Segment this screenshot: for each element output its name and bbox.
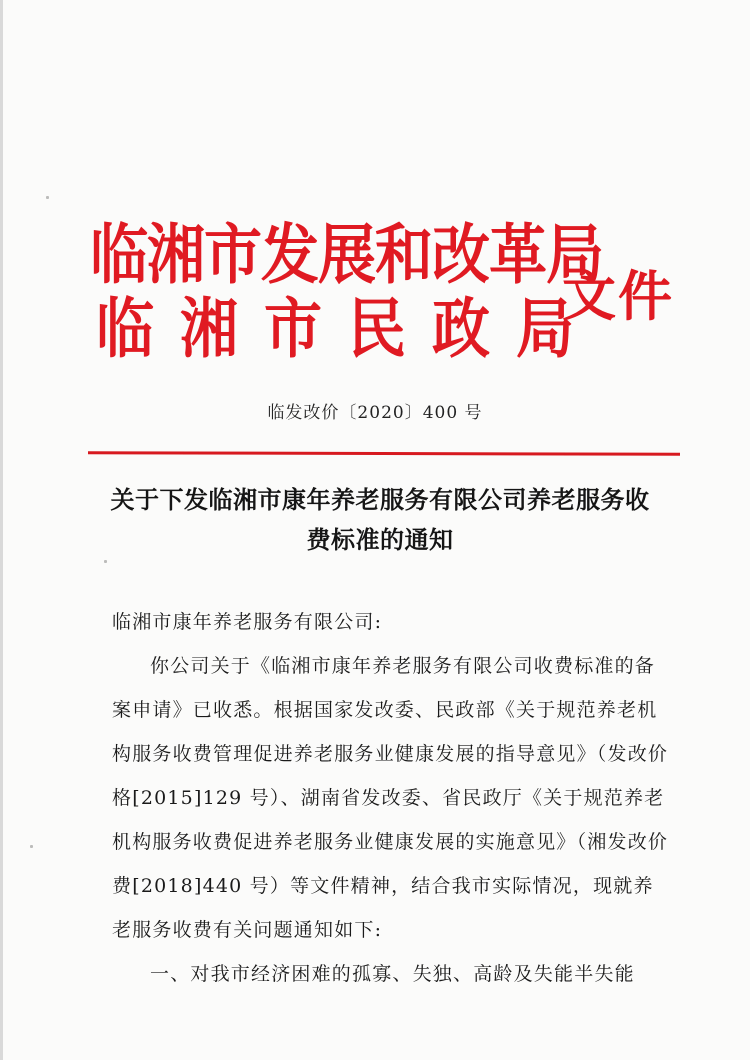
document-type-label: 文件	[562, 264, 674, 328]
document-number: 临发改价〔2020〕400 号	[267, 403, 483, 423]
scan-speck	[30, 845, 33, 848]
salutation: 临湘市康年养老服务有限公司:	[112, 611, 383, 633]
notice-title: 关于下发临湘市康年养老服务有限公司养老服务收费标准的通知	[110, 485, 650, 554]
issuing-org-line-1: 临湘市发展和改革局	[90, 216, 604, 293]
scan-speck	[104, 560, 107, 563]
notice-body	[112, 600, 672, 996]
issuing-org-line-2: 临湘市民政局	[96, 290, 601, 367]
body-paragraph: 你公司关于《临湘市康年养老服务有限公司收费标准的备案申请》已收悉。根据国家发改委、民政部《关于规范养老机构服务收费管理促进养老服务业健康发展的指导意见》（发改价格[2015]129 号）、湖南省发改委、省民政厅《关于规范养老机构服务收费促进养老服务业健康发展的实施意见》（湘发改价费[2018]440 号）等文件精神，结合我市实际情况，现就养老服务收费有关问题通知如下:	[112, 655, 669, 941]
scan-speck	[46, 196, 49, 199]
red-separator-line	[88, 451, 680, 456]
letterhead	[0, 0, 750, 380]
list-item: 一、对我市经济困难的孤寡、失独、高龄及失能半失能	[150, 963, 635, 985]
